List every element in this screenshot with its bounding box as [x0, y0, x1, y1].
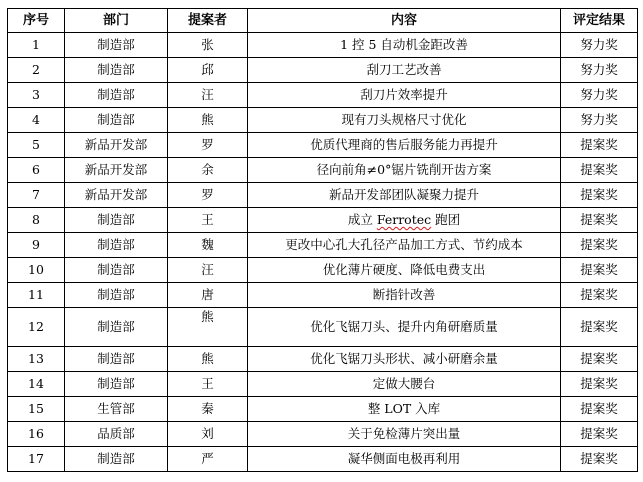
- row-proposer: 刘: [168, 422, 248, 447]
- row-content: 更改中心孔大孔径产品加工方式、节约成本: [248, 233, 561, 258]
- brand-name: Ferrotec: [376, 212, 432, 227]
- row-dept: 新品开发部: [65, 183, 168, 208]
- row-no: 12: [8, 308, 65, 347]
- row-dept: 生管部: [65, 397, 168, 422]
- row-content: 关于免检薄片突出量: [248, 422, 561, 447]
- table-row: [8, 58, 638, 83]
- row-no: 2: [8, 58, 65, 83]
- row-result: 提案奖: [561, 372, 638, 397]
- table-row: [8, 308, 638, 347]
- row-content: 优化飞锯刀头、提升内角研磨质量: [248, 308, 561, 347]
- content-prefix: 成立: [347, 212, 377, 227]
- row-result: 提案奖: [561, 258, 638, 283]
- row-no: 17: [8, 447, 65, 472]
- row-dept: 制造部: [65, 208, 168, 233]
- row-dept: 制造部: [65, 447, 168, 472]
- table-row: [8, 33, 638, 58]
- header-dept: 部门: [65, 9, 168, 33]
- row-result: 提案奖: [561, 158, 638, 183]
- row-result: 提案奖: [561, 397, 638, 422]
- row-no: 8: [8, 208, 65, 233]
- row-result: 提案奖: [561, 422, 638, 447]
- row-no: 13: [8, 347, 65, 372]
- row-no: 11: [8, 283, 65, 308]
- header-content: 内容: [248, 9, 561, 33]
- row-no: 1: [8, 33, 65, 58]
- row-proposer: 秦: [168, 397, 248, 422]
- row-dept: 新品开发部: [65, 158, 168, 183]
- row-result: 努力奖: [561, 58, 638, 83]
- row-dept: 品质部: [65, 422, 168, 447]
- row-no: 14: [8, 372, 65, 397]
- row-content: 优化飞锯刀头形状、减小研磨余量: [248, 347, 561, 372]
- row-result: 提案奖: [561, 133, 638, 158]
- row-proposer: 张: [168, 33, 248, 58]
- row-result: 提案奖: [561, 208, 638, 233]
- row-no: 16: [8, 422, 65, 447]
- row-dept: 新品开发部: [65, 133, 168, 158]
- row-proposer: 王: [168, 208, 248, 233]
- row-content: [248, 208, 561, 233]
- header-row: [8, 9, 638, 33]
- row-no: 4: [8, 108, 65, 133]
- row-content: 凝华侧面电极再利用: [248, 447, 561, 472]
- table-row: [8, 233, 638, 258]
- row-proposer: 汪: [168, 83, 248, 108]
- row-result: 提案奖: [561, 308, 638, 347]
- row-result: 努力奖: [561, 108, 638, 133]
- row-dept: 制造部: [65, 58, 168, 83]
- table-row: [8, 397, 638, 422]
- row-proposer: 邱: [168, 58, 248, 83]
- header-no: 序号: [8, 9, 65, 33]
- row-result: 提案奖: [561, 183, 638, 208]
- row-no: 3: [8, 83, 65, 108]
- row-proposer: 罗: [168, 183, 248, 208]
- row-result: 提案奖: [561, 283, 638, 308]
- row-no: 9: [8, 233, 65, 258]
- row-proposer: 熊: [168, 347, 248, 372]
- row-proposer: 严: [168, 447, 248, 472]
- row-proposer: 汪: [168, 258, 248, 283]
- table-row: [8, 347, 638, 372]
- row-dept: 制造部: [65, 283, 168, 308]
- row-dept: 制造部: [65, 347, 168, 372]
- row-proposer: 熊: [168, 308, 248, 347]
- table-row: [8, 258, 638, 283]
- row-result: 提案奖: [561, 447, 638, 472]
- table-row: [8, 283, 638, 308]
- row-result: 努力奖: [561, 33, 638, 58]
- table-row: [8, 133, 638, 158]
- table-row: [8, 372, 638, 397]
- row-content: 新品开发部团队凝聚力提升: [248, 183, 561, 208]
- row-dept: 制造部: [65, 308, 168, 347]
- row-dept: 制造部: [65, 233, 168, 258]
- row-content: 断指针改善: [248, 283, 561, 308]
- header-proposer: 提案者: [168, 9, 248, 33]
- table-row: [8, 158, 638, 183]
- row-content: 定做大腰台: [248, 372, 561, 397]
- row-content: 优质代理商的售后服务能力再提升: [248, 133, 561, 158]
- row-no: 15: [8, 397, 65, 422]
- row-content: 刮刀片效率提升: [248, 83, 561, 108]
- table-row: [8, 208, 638, 233]
- row-no: 7: [8, 183, 65, 208]
- content-suffix: 跑团: [431, 212, 461, 227]
- row-result: 提案奖: [561, 347, 638, 372]
- row-dept: 制造部: [65, 372, 168, 397]
- row-dept: 制造部: [65, 258, 168, 283]
- row-proposer: 魏: [168, 233, 248, 258]
- row-no: 6: [8, 158, 65, 183]
- row-proposer: 余: [168, 158, 248, 183]
- row-proposer: 罗: [168, 133, 248, 158]
- row-dept: 制造部: [65, 83, 168, 108]
- table-row: [8, 422, 638, 447]
- row-result: 努力奖: [561, 83, 638, 108]
- row-no: 10: [8, 258, 65, 283]
- row-proposer: 唐: [168, 283, 248, 308]
- row-content: 优化薄片硬度、降低电费支出: [248, 258, 561, 283]
- table-row: [8, 108, 638, 133]
- header-result: 评定结果: [561, 9, 638, 33]
- row-result: 提案奖: [561, 233, 638, 258]
- proposal-results-table: [7, 8, 638, 472]
- row-no: 5: [8, 133, 65, 158]
- table-row: [8, 447, 638, 472]
- row-content: 现有刀头规格尺寸优化: [248, 108, 561, 133]
- row-content: 径向前角≠0°锯片铣削开齿方案: [248, 158, 561, 183]
- table-row: [8, 183, 638, 208]
- row-content: 整 LOT 入库: [248, 397, 561, 422]
- row-dept: 制造部: [65, 33, 168, 58]
- row-proposer: 熊: [168, 108, 248, 133]
- row-proposer: 王: [168, 372, 248, 397]
- row-content: 刮刀工艺改善: [248, 58, 561, 83]
- row-content: 1 控 5 自动机金距改善: [248, 33, 561, 58]
- row-dept: 制造部: [65, 108, 168, 133]
- table-row: [8, 83, 638, 108]
